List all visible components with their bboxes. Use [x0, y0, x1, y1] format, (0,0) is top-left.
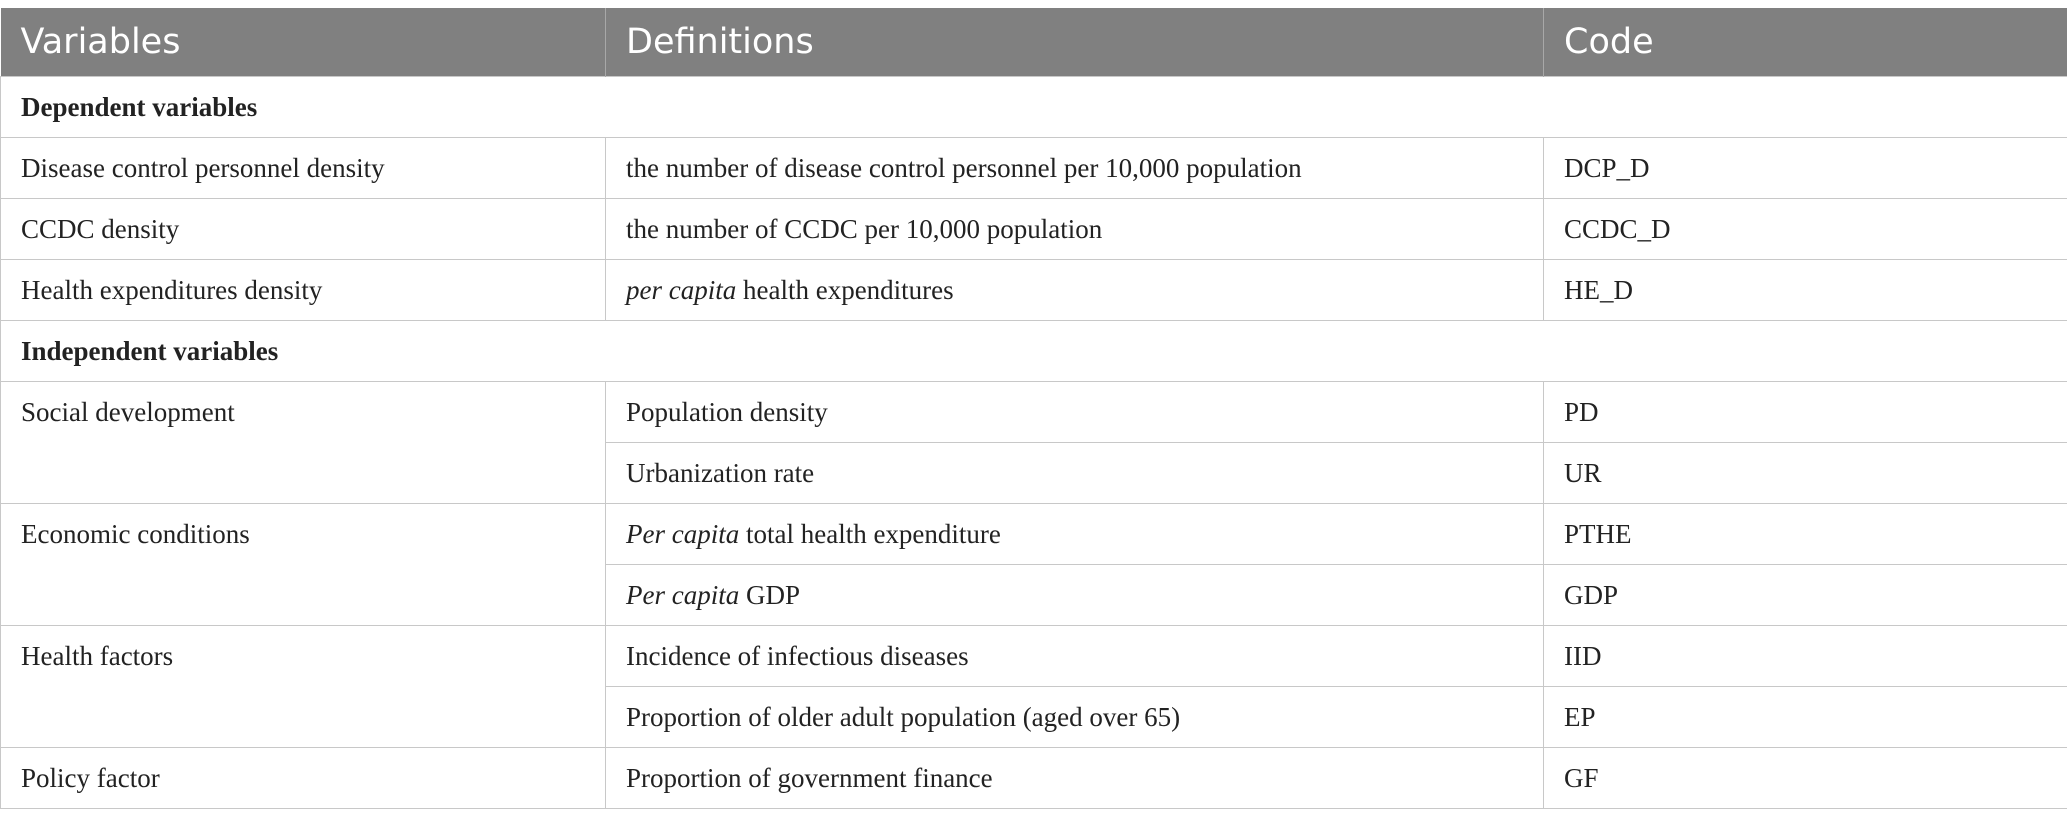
code-cell: GDP — [1544, 565, 2067, 626]
definition-cell: Proportion of government finance — [606, 748, 1544, 809]
variable-cell-economic: Economic conditions — [1, 504, 606, 626]
section-row-independent — [1, 321, 2067, 382]
section-row-dependent — [1, 77, 2067, 138]
definition-cell: the number of CCDC per 10,000 population — [606, 199, 1544, 260]
variable-cell-health: Health factors — [1, 626, 606, 748]
code-cell: HE_D — [1544, 260, 2067, 321]
definition-cell: Urbanization rate — [606, 443, 1544, 504]
definition-cell — [606, 260, 1544, 321]
variable-cell: Disease control personnel density — [1, 138, 606, 199]
definition-rest: GDP — [739, 579, 800, 610]
section-label-independent: Independent variables — [1, 321, 2067, 382]
table-row — [1, 748, 2067, 809]
code-cell: IID — [1544, 626, 2067, 687]
definition-cell — [606, 504, 1544, 565]
code-cell: CCDC_D — [1544, 199, 2067, 260]
table-row — [1, 626, 2067, 687]
code-cell: EP — [1544, 687, 2067, 748]
variables-table — [0, 8, 2067, 809]
definition-cell: the number of disease control personnel per 10,000 population — [606, 138, 1544, 199]
definition-rest: total health expenditure — [739, 518, 1001, 549]
header-code: Code — [1544, 8, 2067, 77]
definition-italic: Per capita — [626, 579, 740, 610]
code-cell: PTHE — [1544, 504, 2067, 565]
definition-cell: Population density — [606, 382, 1544, 443]
definition-italic: per capita — [626, 274, 737, 305]
definition-cell — [606, 565, 1544, 626]
definition-cell: Proportion of older adult population (aged over 65) — [606, 687, 1544, 748]
variable-cell-policy: Policy factor — [1, 748, 606, 809]
table-row — [1, 138, 2067, 199]
table-row — [1, 504, 2067, 565]
definition-italic: Per capita — [626, 518, 740, 549]
table-row — [1, 260, 2067, 321]
code-cell: GF — [1544, 748, 2067, 809]
header-variables: Variables — [1, 8, 606, 77]
definition-rest: health expenditures — [736, 274, 954, 305]
variable-cell: CCDC density — [1, 199, 606, 260]
code-cell: PD — [1544, 382, 2067, 443]
definition-cell: Incidence of infectious diseases — [606, 626, 1544, 687]
variable-cell: Health expenditures density — [1, 260, 606, 321]
variable-cell-social: Social development — [1, 382, 606, 504]
table-row — [1, 199, 2067, 260]
table-row — [1, 382, 2067, 443]
code-cell: UR — [1544, 443, 2067, 504]
header-definitions: Definitions — [606, 8, 1544, 77]
section-label-dependent: Dependent variables — [1, 77, 2067, 138]
variables-table-container — [0, 8, 2067, 809]
code-cell: DCP_D — [1544, 138, 2067, 199]
table-header-row — [1, 8, 2067, 77]
